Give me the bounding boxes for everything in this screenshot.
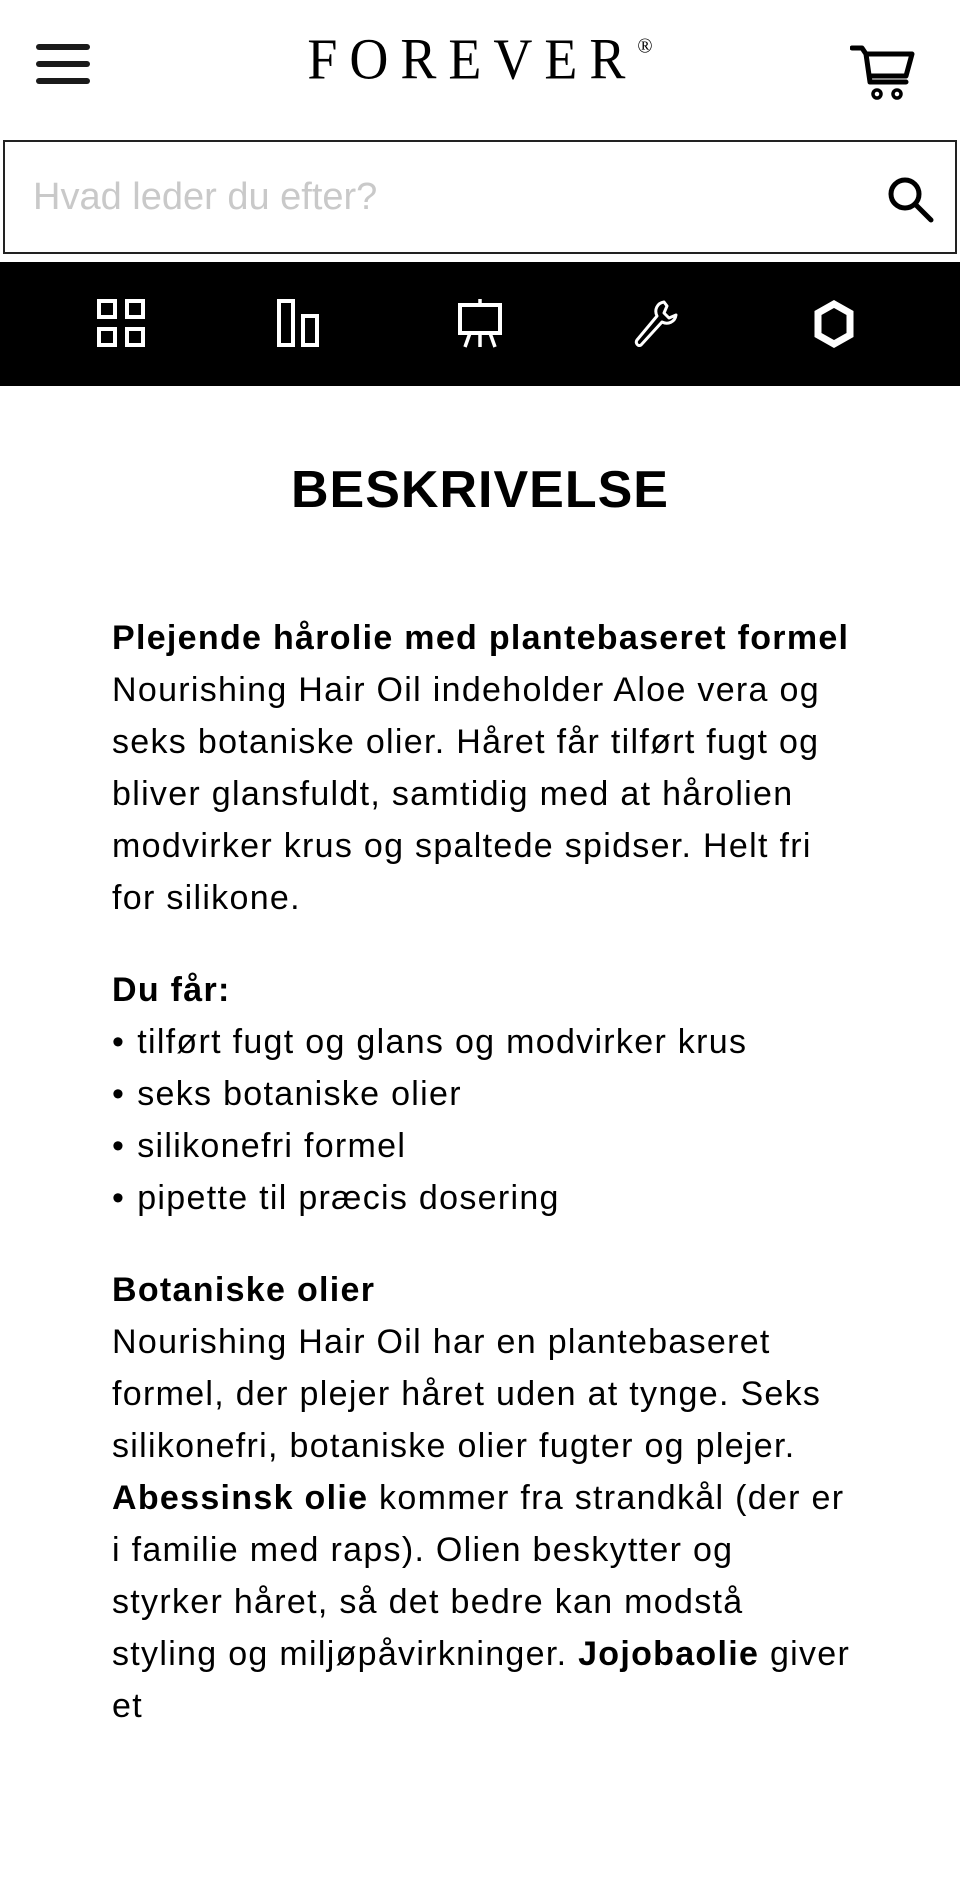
search-input[interactable] [33, 164, 853, 230]
benefit-item: • silikonefri formel [112, 1120, 852, 1172]
hexagon-icon [812, 300, 856, 348]
intro-paragraph [112, 612, 852, 924]
abyssinian-oil-text: kommer fra strandkål (der er i familie med raps). Olien beskytter og styrker håret, så det bedre kan modstå styling og miljøpåvirkninger. [112, 1479, 845, 1673]
benefits-heading: Du får: [112, 971, 231, 1009]
intro-heading: Plejende hårolie med plantebaseret formel [112, 619, 850, 657]
oils-paragraph [112, 1264, 852, 1732]
oils-heading: Botaniske olier [112, 1271, 376, 1309]
easel-icon [456, 299, 504, 349]
jojoba-oil-name: Jojobaolie [578, 1635, 760, 1673]
search-bar [3, 140, 957, 254]
category-tab-tools[interactable] [626, 296, 686, 352]
search-icon [887, 176, 935, 224]
cart-icon [850, 44, 916, 102]
category-tab-easel[interactable] [450, 296, 510, 352]
search-button[interactable] [887, 176, 935, 224]
wrench-icon [631, 298, 681, 350]
registered-mark: ® [637, 34, 653, 58]
logo-text: FOREVER [307, 26, 638, 92]
category-tab-hexagon[interactable] [804, 296, 864, 352]
benefits-block [112, 964, 852, 1224]
category-tab-bars[interactable] [270, 296, 330, 352]
benefit-item: • tilført fugt og glans og modvirker krus [112, 1016, 852, 1068]
site-header [0, 0, 960, 138]
benefits-list [112, 1016, 852, 1224]
oils-text: Nourishing Hair Oil har en plantebaseret formel, der plejer håret uden at tynge. Seks silikonefri, botaniske olier fugter og plejer. [112, 1323, 822, 1465]
brand-logo[interactable] [0, 26, 960, 93]
benefit-item: • seks botaniske olier [112, 1068, 852, 1120]
section-title: BESKRIVELSE [291, 461, 669, 519]
bars-icon [275, 299, 325, 349]
benefit-item: • pipette til præcis dosering [112, 1172, 852, 1224]
intro-text: Nourishing Hair Oil indeholder Aloe vera og seks botaniske olier. Håret får tilført fugt og bliver glansfuldt, samtidig med at hårolien modvirker krus og spaltede spidser. Helt fri for silikone. [112, 671, 820, 917]
description-body [112, 612, 852, 1772]
category-nav [0, 262, 960, 386]
abyssinian-oil-name: Abessinsk olie [112, 1479, 369, 1517]
category-tab-all[interactable] [92, 296, 152, 352]
cart-button[interactable] [850, 44, 916, 102]
grid-icon [96, 298, 148, 350]
jojoba-oil-text: giver et [112, 1635, 851, 1725]
